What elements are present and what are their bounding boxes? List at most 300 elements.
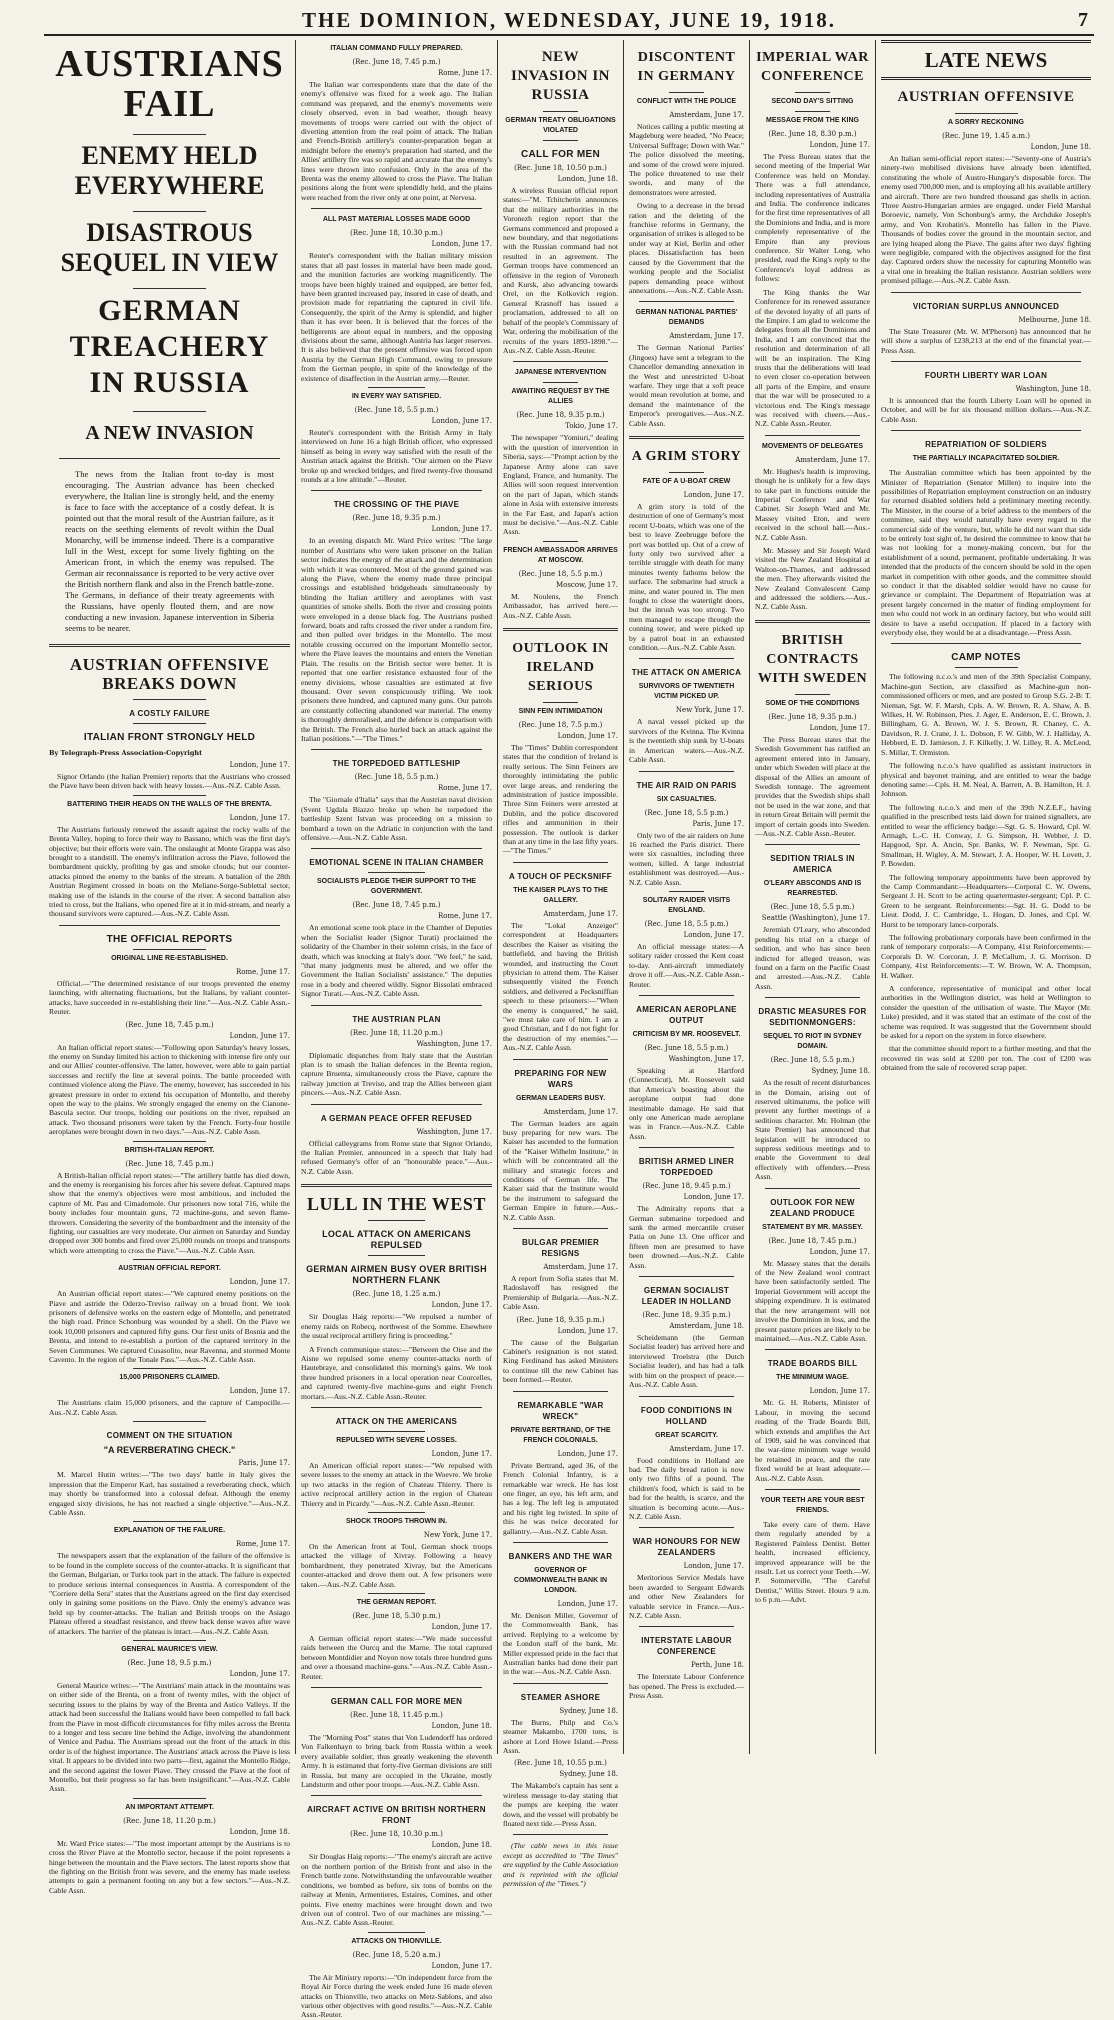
divider xyxy=(765,1349,860,1350)
headline-grim-story: A GRIM STORY xyxy=(631,448,742,464)
masthead xyxy=(44,8,1094,36)
subhead-ambassador: FRENCH AMBASSADOR ARRIVES AT MOSCOW. xyxy=(503,546,618,564)
headline-late-news: LATE NEWS xyxy=(881,40,1091,80)
subhead-official-reports: THE OFFICIAL REPORTS xyxy=(106,933,233,945)
divider xyxy=(955,667,1018,668)
dateline: London, June 18. xyxy=(1030,143,1091,151)
subhead-victorian-surplus: VICTORIAN SURPLUS ANNOUNCED xyxy=(912,301,1060,311)
divider xyxy=(795,92,830,93)
received-time: (Rec. June 18, 5.5 p.m.) xyxy=(354,405,439,414)
subhead-attempt: AN IMPORTANT ATTEMPT. xyxy=(125,1803,214,1811)
dateline: Washington, June 17. xyxy=(416,1127,492,1136)
subhead-scarcity: GREAT SCARCITY. xyxy=(655,1431,718,1439)
divider xyxy=(133,795,205,796)
received-time: (Rec. June 18, 7.45 p.m.) xyxy=(352,901,441,910)
received-time: (Rec. June 18, 11.20 p.m.) xyxy=(123,1816,216,1825)
divider xyxy=(513,1391,608,1392)
dateline: London, June 17. xyxy=(809,723,870,732)
received-time: (Rec. June 18, 7.45 p.m.) xyxy=(352,58,441,66)
received-time: (Rec. June 18, 9.35 p.m.) xyxy=(516,411,605,420)
article-text: The King thanks the War Conference for its renewed assurance of the devoted loyalty of all parts of the Empire. I am glad to welcome the delegates from all the Dominions and India, and I am convinced that the resolution and determination of all will be an inspiration. The King trusts that the deliberations will lead to even closer co-operation between all parts of the Empire, and ensure that the war will be prosecuted to a victorious end. The King's message was received with cheers.—Aus.-N.Z. Cable Assn.-Reuter. xyxy=(755,287,870,429)
subhead-camp-notes: CAMP NOTES xyxy=(951,652,1021,664)
article-text: An Austrian official report states:—"We captured enemy positions on the Piave and astride the Oderzo-Treviso railway on a broad front. We took prisoners of defensive works on the eastern edge of Montello, and penetrated the high road. Prince Schonburg was wounded by a shell. On the Piave we took 10,000 prisoners and captured fifty guns. Our first units of Bosnia and the Brenta, and intend to re-establish a portion of the captured territory in the Seven Communes. We captured Cusasolito, near Ravenna, and stormed Monte Cavento. In the region of the Tonale Pass."—Aus.-N.Z. Cable Assn. xyxy=(49,1289,290,1365)
byline: By Telegraph-Press Association-Copyright xyxy=(49,749,203,757)
article-text: An Italian semi-official report states:—"Seventy-one of Austria's ninety-two mobilised divisions have already been identified, constituting the whole of Austro-Hungary's disposable force. The enemy used 700,000 men, and is employing all his available artillery and aircraft. There are two hundred thousand gas shells in action. Three Austro-Hungarian armies are engaged. under Field Marshal Boroevic, namely, Von Schonburg's army, the Archduke Joseph's army, and Von Krobatin's. Montello has fallen in the Piave. Thousands of bodies cover the ground in the mountain sector, and are lying heaped along the Piave. The gains after two days' fighting were negligible, compared with the objectives assigned for the first day. Captured orders show the necessity for capturing Montello was a vital one in breaking the Italian resistance. Austrian soldiers were promised pillage.—Aus.-N.Z. Cable Assn. xyxy=(881,154,1091,286)
divider xyxy=(639,995,734,996)
received-time: (Rec. June 18, 9.5 p.m.) xyxy=(127,1658,212,1667)
article-text: The cause of the Bulgarian Cabinet's resignation is not stated. King Ferdinand has asked Ministers to continue till the new Cabinet has been formed.—Reuter. xyxy=(503,1337,618,1385)
divider xyxy=(133,723,205,724)
received-time: (Rec. June 18, 1.25 a.m.) xyxy=(352,1290,441,1299)
dateline: Amsterdam, June 17. xyxy=(795,455,870,464)
masthead-title: THE DOMINION, WEDNESDAY, JUNE 19, 1918. xyxy=(301,8,837,32)
subhead-repatriation: REPATRIATION OF SOLDIERS xyxy=(925,440,1047,450)
dateline: London, June 17. xyxy=(431,525,492,534)
divider xyxy=(955,113,1018,114)
divider xyxy=(133,1640,205,1641)
subhead-call-for-men: CALL FOR MEN xyxy=(521,149,600,160)
subhead-shock-troops: SHOCK TROOPS THROWN IN. xyxy=(345,1517,448,1525)
dateline: Rome, June 17. xyxy=(235,967,290,976)
subhead-original-line: ORIGINAL LINE RE-ESTABLISHED. xyxy=(111,954,228,962)
article-text: The German National Parties' (Jingoes) have sent a telegram to the Chancellor demanding annexation in the West and unrestricted U-boat warfare. They urge that a soft peace would mean revolution at home, and demand the maintenance of the Emperor's prerogatives.—Aus.-N.Z. Cable Assn. xyxy=(629,343,744,428)
received-time: (Rec. June 18, 11.20 p.m.) xyxy=(350,1028,443,1037)
subhead-satisfied: IN EVERY WAY SATISFIED. xyxy=(351,392,442,400)
divider xyxy=(513,1542,608,1543)
dateline: Rome, June 17. xyxy=(437,784,492,793)
article-text: Mr. G. H. Roberts, Minister of Labour, in moving the second reading of the Trade Boards Bill, which extends and amplifies the Act of 1909, said he was convinced that the war-time minimum wage would be retained in peace, and the rate fixed would be at least adequate.—Aus.-N.Z. Cable Assn. xyxy=(755,1398,870,1483)
subhead-bankers: BANKERS AND THE WAR xyxy=(508,1551,613,1561)
article-text: A conference, representative of municipal and other local authorities in the Wellington district, was held at Wellington to consider the question of the utilisation of waste. The Mayor (Mr. Luke) presided, and it was stated that an estimate of the cost of the scheme was required. It was suggested that the Government should be asked for a report on the system in force elsewhere. xyxy=(881,984,1091,1041)
divider xyxy=(311,208,482,209)
subhead-roosevelt: CRITICISM BY MR. ROOSEVELT. xyxy=(632,1030,741,1038)
subhead-war-honours: WAR HONOURS FOR NEW ZEALANDERS xyxy=(632,1537,741,1558)
article-text: The Press Bureau states that the Swedish Government has ratified an agreement entered into in January, under which Sweden will place at the disposal of the Allies an amount of Swedish tonnage. The agreement provides that the Swedish ships shall not be used in the war zone, and that in return Great Britain will permit the import of certain goods into Sweden.—Aus.-N.Z. Cable Assn.-Reuter. xyxy=(755,734,870,838)
received-time: (Rec. June 18, 5.5 p.m.) xyxy=(770,1056,855,1065)
received-time: (Rec. June 18, 5.5 p.m.) xyxy=(644,1043,729,1052)
received-time: (Rec. June 18, 5.5 p.m.) xyxy=(770,903,855,912)
divider xyxy=(368,1220,425,1221)
subhead-local-attack: LOCAL ATTACK ON AMERICANS REPULSED xyxy=(322,1229,471,1251)
subhead-maurice: GENERAL MAURICE'S VIEW. xyxy=(121,1645,218,1653)
subhead-awaiting: AWAITING REQUEST BY THE ALLIES xyxy=(511,388,610,406)
divider xyxy=(311,1795,482,1796)
article-text: Official.—"The determined resistance of our troops prevented the enemy launching, with alternating fluctuations, but the Italians, by valiant counter-attacks, have succeeded in re-establishing their line."—Aus.-N.Z. Cable Assn.-Reuter. xyxy=(49,978,290,1017)
subhead-prisoners: 15,000 PRISONERS CLAIMED. xyxy=(119,1374,220,1382)
divider xyxy=(639,301,734,302)
received-time: (Rec. June 18, 10.50 p.m.) xyxy=(514,164,607,172)
subhead-governor: GOVERNOR OF COMMONWEALTH BANK IN LONDON. xyxy=(513,1566,608,1594)
divider xyxy=(669,891,704,892)
received-time: (Rec. June 18, 10.55 p.m.) xyxy=(514,1759,607,1768)
subhead-sequel-riot: SEQUEL TO RIOT IN SYDNEY DOMAIN. xyxy=(763,1033,862,1051)
divider xyxy=(311,848,482,849)
subhead-costly-failure: A COSTLY FAILURE xyxy=(129,709,210,718)
subhead-massey: STATEMENT BY MR. MASSEY. xyxy=(762,1223,863,1231)
dateline: New York, June 17. xyxy=(423,1530,492,1539)
subhead-conflict: CONFLICT WITH THE POLICE xyxy=(636,98,737,105)
subhead-conditions: SOME OF THE CONDITIONS xyxy=(765,699,860,707)
headline-new-invasion: A NEW INVASION xyxy=(85,422,254,444)
article-text: Only two of the air raiders on June 16 reached the Paris district. There were six casualties, including three women, killed. A large industrial establishment was destroyed.—Aus.-N.Z. Cable Assn. xyxy=(629,830,744,887)
subhead-trade-boards: TRADE BOARDS BILL xyxy=(767,1359,858,1369)
cable-note: (The cable news in this issue except as accredited to "The Times" are supplied by the Cable Association and is reprinted with the official permission of the "Times.") xyxy=(503,1841,618,1889)
divider xyxy=(765,844,860,845)
received-time: (Rec. June 18, 7.45 p.m.) xyxy=(125,1159,214,1168)
subhead-austrian-offensive: AUSTRIAN OFFENSIVE xyxy=(897,89,1075,105)
subhead-air-raid: THE AIR RAID ON PARIS xyxy=(636,780,737,790)
subhead-minimum-wage: THE MINIMUM WAGE. xyxy=(776,1374,849,1382)
received-time: (Rec. June 18, 7.45 p.m.) xyxy=(768,1236,857,1245)
subhead-german-report: THE GERMAN REPORT. xyxy=(356,1599,437,1606)
subhead-preparing: PREPARING FOR NEW WARS xyxy=(514,1068,607,1089)
article-text: Official calleygrams from Rome state that Signor Orlando, the Italian Premier, announced in a speech that Italy had refused Germany's offer of an "honourable peace."—Aus.-N.Z. Cable Assn. xyxy=(301,1138,492,1176)
dateline: London, June 17. xyxy=(557,1449,618,1458)
double-rule xyxy=(49,644,290,647)
divider xyxy=(311,1005,482,1006)
subhead-peace-offer: A GERMAN PEACE OFFER REFUSED xyxy=(320,1113,473,1123)
received-time: (Rec. June 18, 5.30 p.m.) xyxy=(352,1612,441,1620)
dateline: London, June 17. xyxy=(809,1387,870,1396)
subhead-kaiser: THE KAISER PLAYS TO THE GALLERY. xyxy=(513,886,608,904)
dateline: Washington, June 18. xyxy=(1015,384,1091,393)
subhead-drastic: DRASTIC MEASURES FOR SEDITIONMONGERS: xyxy=(758,1007,867,1028)
headline-contracts-sweden: BRITISH CONTRACTS WITH SWEDEN xyxy=(757,632,868,686)
received-time: (Rec. June 18, 11.45 p.m.) xyxy=(350,1711,443,1720)
subhead-torpedoed: THE TORPEDOED BATTLESHIP xyxy=(332,759,461,769)
divider xyxy=(639,1626,734,1627)
article-text: A British-Italian official report states:—"The artillery battle has died down, and the enemy is reorganising his forces after his severe defeat. Captured maps show that the enemy's objectives were most ambitious, and included the capture of Mt. Pau and Cimadomole. Our prisoners now total 716, while the booty includes four mountain guns, 72 machine-guns, and seven flame-throwers. Considering the severity of the bombardment and the intensity of the fighting, our casualties are very moderate. Our airmen on Saturday and Sunday dropped over 300 bombs and fired over 25,000 rounds on troops and transports which were attempting to cross the Piave."—Aus.-N.Z. Cable Assn. xyxy=(49,1170,290,1255)
article-text: Scheidemann (the German Socialist leader) has arrived here and interviewed Troelstra (the Dutch Socialist leader), and has had a talk with him on the prospect of peace.—Aus.-N.Z. Cable Assn. xyxy=(629,1333,744,1390)
article-text: The following temporary appointments have been approved by the Camp Commandant:—Headquarters—Corporal C. W. Owens, Sergeant J. H. Scott to be acting quartermaster-sergeant; Cpl. P. C. Green to be sergeant. Reinforcements:—Sgt. H. G. Dodd to be Lieut. Dodd, J. C. Cambridge, L. Hogan, D. Jones, and Cpl. W. Hurst to be temporary lance-corporals. xyxy=(881,872,1091,929)
divider xyxy=(639,1147,734,1148)
dateline: Rome, June 17. xyxy=(437,69,492,77)
divider xyxy=(543,140,578,141)
article-text: Notices calling a public meeting at Magdeburg were headed, "No Peace; Universal Suffrage; Down with War." The police dissolved the meeting, and some of the crowd were injured. The police threatened to use their swords, and many of the demonstrators were arrested. xyxy=(629,122,744,197)
subhead-reverberating: "A REVERBERATING CHECK." xyxy=(103,1445,236,1456)
article-text: The Admiralty reports that a German submarine torpedoed and sank the armed mercantile cruiser Patia on June 13. One officer and fifteen men are presumed to have been drowned.—Aus.-N.Z. Cable Assn. xyxy=(629,1204,744,1270)
received-time: (Rec. June 18, 5.5 p.m.) xyxy=(518,569,603,578)
divider xyxy=(133,288,205,289)
dateline: London, June 17. xyxy=(683,490,744,499)
divider xyxy=(368,1512,425,1513)
divider xyxy=(765,997,860,998)
divider xyxy=(368,1932,425,1933)
dateline: Paris, June 17. xyxy=(692,819,744,828)
article-text: Jeremiah O'Leary, who absconded pending his trial on a charge of sedition, and who has since been indicted for alleged treason, was found on a farm on the Pacific Coast and arrested.—Aus.-N.Z. Cable Assn. xyxy=(755,925,870,991)
divider xyxy=(59,925,280,926)
divider xyxy=(891,430,1081,431)
divider xyxy=(765,1489,860,1490)
divider xyxy=(513,1683,608,1684)
received-time: (Rec. June 18, 9.35 p.m.) xyxy=(352,514,441,523)
subhead-message-king: MESSAGE FROM THE KING xyxy=(766,117,859,124)
dateline: London, June 18. xyxy=(229,1827,290,1836)
divider xyxy=(133,411,205,412)
divider xyxy=(639,771,734,772)
article-text: Private Bertrand, aged 36, of the French Colonial Infantry, is a remarkable war wreck. He has lost one finger, an eye, his left arm, and has a leg. The left leg is amputated and his right leg twisted. In spite of this he was twice decorated for gallantry.—Aus.-N.Z. Cable Assn. xyxy=(503,1460,618,1536)
article-text: The State Treasurer (Mr. W. M'Pherson) has announced that he will show a surplus of £238,213 at the end of the financial year.—Press Assn. xyxy=(881,326,1091,355)
dateline: Tokio, June 17. xyxy=(565,422,618,431)
dateline: London, June 17. xyxy=(809,141,870,149)
dateline: London, June 17. xyxy=(229,761,290,769)
dateline: London, June 17. xyxy=(431,1623,492,1631)
article-text: An emotional scene took place in the Chamber of Deputies when the Socialist leader (Signor Turati) proclaimed the solidarity of the Chamber in their solemn crisis, in the face of death, which was knocking at Italy's door. "We feel," he said, "that many judgments must be altered, and we offer the Government the Italian Socialists' assistance." The deputies rose in a body and cheered wildly. Signor Bissolati embraced Signor Turati.—Aus.-N.Z. Cable Assn. xyxy=(301,923,492,999)
advert-heading: YOUR TEETH ARE YOUR BEST FRIENDS. xyxy=(760,1496,865,1514)
dateline: London, June 17. xyxy=(431,240,492,249)
subhead-interstate: INTERSTATE LABOUR CONFERENCE xyxy=(641,1636,732,1657)
column-5 xyxy=(750,40,876,1754)
subhead-emotional-scene: EMOTIONAL SCENE IN ITALIAN CHAMBER xyxy=(309,858,484,868)
dateline: Rome, June 17. xyxy=(235,1540,290,1549)
intro-summary: The news from the Italian front to-day is most encouraging. The Austrian advance has been checked everywhere, the Italian line is strongly held, and the enemy is face to face with the acceptance of a costly defeat. It is pointed out that the moral result of the Austrian failure, as it reacts on the seething elements of revolt within the Dual Monarchy, will be immense indeed. There is a comparative lull in the West, except for some lively fighting on the American front, in which the enemy was repulsed. The German air reconnaissance is reported to be very active over the British northern flank and also in the French battle-zone. The Germans, in defiance of their treaty agreements with the Russians, have openly flouted them, and are now conducting a new invasion. Japanese intervention in Siberia seems to be nearer. xyxy=(65,469,274,633)
subhead-oleary: O'LEARY ABSCONDS AND IS REARRESTED. xyxy=(763,880,862,898)
subhead-call-more-men: GERMAN CALL FOR MORE MEN xyxy=(330,1697,463,1707)
article-text: The Austrians claim 15,000 prisoners, and the capture of Campocille.—Aus.-N.Z. Cable Assn. xyxy=(49,1398,290,1417)
dateline: Amsterdam, June 18. xyxy=(669,1322,744,1331)
double-rule xyxy=(301,1184,492,1187)
article-text: A report from Sofia states that M. Radoslavoff has resigned the Premiership of Bulgaria.—Aus.-N.Z. Cable Assn. xyxy=(503,1274,618,1312)
divider xyxy=(133,1521,205,1522)
divider xyxy=(133,1141,205,1142)
divider xyxy=(368,872,425,873)
dateline: Amsterdam, June 17. xyxy=(543,1263,618,1272)
article-text: Food conditions in Holland are bad. The daily bread ration is now only two fifths of a pound. The children's food, which is said to be bad for the health, is scarce, and the situation is becoming acute.—Aus.-N.Z. Cable Assn. xyxy=(629,1455,744,1521)
subhead-movements: MOVEMENTS OF DELEGATES xyxy=(762,442,863,450)
subhead-italian-command: ITALIAN COMMAND FULLY PREPARED. xyxy=(330,45,463,52)
subhead-material-losses: ALL PAST MATERIAL LOSSES MADE GOOD xyxy=(322,216,471,224)
dateline: London, June 17. xyxy=(683,930,744,939)
divider xyxy=(133,1368,205,1369)
subhead-nz-produce: OUTLOOK FOR NEW ZEALAND PRODUCE xyxy=(770,1197,855,1218)
subhead-crossing-piave: THE CROSSING OF THE PIAVE xyxy=(333,500,460,510)
divider xyxy=(133,949,205,950)
subhead-british-italian: BRITISH-ITALIAN REPORT. xyxy=(124,1146,215,1154)
subhead-second-day: SECOND DAY'S SITTING xyxy=(771,98,854,105)
subhead-food-holland: FOOD CONDITIONS IN HOLLAND xyxy=(640,1405,733,1426)
article-text: The following n.c.o.'s and men of the 39th Specialist Company, Machine-gun Section, are classified as Machine-gun non-commissioned officers or men, and are posted to Group S.G. 2-B: T. Nieman, Sgt. W. F. Marsh, Cpls. A. W. Brown, R. A. Shaw, A. B. Wilkes, H. W. Robinson, Ptes. J. Ager, E. Anderson, E. C. Brown, J. Billingham, G. A. Brown, W. J. S. Brown, R. Chaney, C. A. Davidson, R. J. Crane, J. L. Dobson, F. W. Gibb, W. J. Halliday, A. Hebberd, E. D. Jamieson, J. F. Kilkelly, J. W. Lilley, R. A. McLeod, S. Millar, T. Ormiston. xyxy=(881,672,1091,757)
article-text: The "Lokal Anzeiger" correspondent at Headquarters describes the Kaiser as visiting the battlefield, and having the British wounded, and instructing the Court physician to attend them. The Kaiser subsequently visited the French soldiers, and delivered a Pecksniffian speech to these prisoners:—"When the enemy is conquered," he said, "we must take care of him. I am a good Christian, and I do not fight for the destruction of my enemies."—Aus.-N.Z. Cable Assn. xyxy=(503,920,618,1053)
divider xyxy=(891,292,1081,293)
dateline: London, June 17. xyxy=(683,1193,744,1202)
headline-ireland: OUTLOOK IN IRELAND SERIOUS xyxy=(512,641,609,694)
received-time: (Rec. June 18, 5.20 a.m.) xyxy=(352,1950,441,1959)
divider xyxy=(133,211,205,212)
article-text: A grim story is told of the destruction of one of Germany's most recent U-boats, which was one of the best to leave Zeebrugge before the port was bottled up. Out of a crew of forty only two survived after a terrible struggle with death for many minutes twenty fathoms below the surface. The submarine had struck a mine, and water poured in. The men fought to close the watertight doors, but the inrush was too strong. Two men managed to escape through the conning tower, and were picked up by a patrol boat in an exhausted condition.—Aus.-N.Z. Cable Assn. xyxy=(629,501,744,653)
article-text: The following n.c.o.'s and men of the 39th N.Z.E.F., having qualified in the prescribed tests laid down for trained signallers, are entitled to wear the efficiency badge:—Sgt. G. S. Howard, Cpl. W. Armagh, L.-C. H. Conway, J. G. Simpson, H. Webber, J. D. Hapgood, Spr. A. Ancin, Spr. Banks, W. F. Newman, Spr. G. Smallman, H. Wigley, A. M. Stewart, J. A. Hooper, W. H. Lovett, J. P. Bowden. xyxy=(881,802,1091,869)
dateline: Seattle (Washington), June 17. xyxy=(761,914,870,923)
article-text: M. Noulens, the French Ambassador, has arrived here.—Aus.-N.Z. Cable Assn. xyxy=(503,591,618,620)
divider xyxy=(513,1228,608,1229)
dateline: Moscow, June 17. xyxy=(555,580,618,589)
article-text: An official message states:—A solitary raider crossed the Kent coast to-day. Anti-aircraft immediately drove it off.—Aus.-N.Z. Cable Assn.-Reuter. xyxy=(629,941,744,989)
headline-new-invasion-russia: NEW INVASION IN RUSSIA xyxy=(510,49,610,103)
article-text: The following probationary corporals have been confirmed in the rank of temporary corporals:—A Company, 41st Reinforcements:—Corporals D. W. Corcoran, J. P. McCallum, J. G. Morrison. D Company, 41st Reinforcements:—T. W. Brown, W. A. Thompson, H. Walker. xyxy=(881,933,1091,980)
article-text: The following n.c.o.'s have qualified as assistant instructors in physical and bayonet training, and are entitled to wear the badge denoting same:—Cpls. H. M. Neal, A. Barrett, A. B. Hamilton, H. J. Johnson. xyxy=(881,761,1091,799)
subhead-austrian-plan: THE AUSTRIAN PLAN xyxy=(352,1014,441,1024)
subhead-sedition: SEDITION TRIALS IN AMERICA xyxy=(770,854,855,875)
dateline: London, June 17. xyxy=(557,1326,618,1335)
article-text: The Air Ministry reports:—"On independent force from the Royal Air Force during the week ended June 16 made eleven attacks on Thionville, two attacks on Metz-Sablons, and also various other objectives with good results."—Aus.-N.Z. Cable Assn.-Reuter. xyxy=(301,1972,492,2020)
divider xyxy=(368,1431,425,1432)
dateline: London, June 18. xyxy=(431,1841,492,1850)
subhead-armed-liner: BRITISH ARMED LINER TORPEDOED xyxy=(638,1157,735,1178)
received-time: (Rec. June 18, 5.5 p.m.) xyxy=(644,808,729,817)
divider xyxy=(311,1687,482,1688)
received-time: (Rec. June 18, 9.45 p.m.) xyxy=(642,1182,731,1191)
subhead-solitary-raider: SOLITARY RAIDER VISITS ENGLAND. xyxy=(642,896,731,914)
dateline: London, June 17. xyxy=(431,1961,492,1970)
received-time: (Rec. June 18, 10.30 p.m.) xyxy=(350,1830,443,1839)
dateline: Washington, June 17. xyxy=(416,1039,492,1048)
dateline: Amsterdam, June 17. xyxy=(669,111,744,119)
article-text: The Makambo's captain has sent a wireless message to-day stating that the pumps are keeping the water down, and the vessel will probably be floated next tide.—Press Assn. xyxy=(503,1781,618,1829)
subhead-leaders: GERMAN LEADERS BUSY. xyxy=(515,1094,606,1102)
divider xyxy=(133,1798,205,1799)
headline-discontent: DISCONTENT IN GERMANY xyxy=(637,50,736,84)
divider xyxy=(543,382,578,383)
subhead-u-boat: FATE OF A U-BOAT CREW xyxy=(642,477,731,485)
divider xyxy=(639,658,734,659)
divider xyxy=(133,1421,205,1422)
received-time: (Rec. June 18, 9.35 p.m.) xyxy=(516,1315,605,1324)
subhead-explanation: EXPLANATION OF THE FAILURE. xyxy=(113,1527,226,1535)
divider xyxy=(765,435,860,436)
dateline: Sydney, June 18. xyxy=(811,1067,870,1076)
received-time: (Rec. June 18, 10.30 p.m.) xyxy=(350,229,443,238)
divider xyxy=(59,458,280,459)
subhead-steamer: STEAMER ASHORE xyxy=(520,1692,601,1702)
subhead-japanese: JAPANESE INTERVENTION xyxy=(514,369,607,377)
subhead-sorry-reckoning: A SORRY RECKONING xyxy=(948,119,1024,126)
article-text: A naval vessel picked up the survivors of the Kvinna. The Kvinna is the twentieth ship sunk by U-boats in American waters.—Aus.-N.Z. Cable Assn. xyxy=(629,717,744,765)
headline-disastrous-sequel: DISASTROUS SEQUEL IN VIEW xyxy=(60,218,279,277)
subhead-aircraft-active: AIRCRAFT ACTIVE ON BRITISH NORTHERN FRONT xyxy=(307,1805,486,1826)
article-text: The newspapers assert that the explanation of the failure of the offensive is to be found in the complete success of the counter-attacks. It is significant that the German, Bulgarian, or Turks took part in the attack. The failure is expected to produce serious internal consequences in Austria. A correspondent of the "Corriere della Sera" states that the Austrians agreed on the first day exercised only in gaining some positions on the Piave. Only the enemy's advance was held up by counter-attacks. The Italian and British troops on the Asiago Plateau offered a steadfast resistance, and threw back dense waves after wave of attackers. The barrier of the plateau is intact.—Aus.-N.Z. Cable Assn. xyxy=(49,1551,290,1636)
divider xyxy=(133,134,205,135)
article-text: As the result of recent disturbances in the Domain, arising out of reserved ultimatums, the police will prevent any further meetings of a seditious character. Mr. Holman (the State Premier) has announced that legislation will be introduced to suppress seditious meetings and to enable the Government to deal effectively with offenders.—Press Assn. xyxy=(755,1078,870,1182)
column-1 xyxy=(44,40,296,1895)
article-text: On the American front at Toul, German shock troops attacked the village of Xivray. Following a heavy bombardment, they penetrated Xivray, but the Americans counter-attacked and drove them out. A few prisoners were taken.—Aus.-N.Z. Cable Assn. xyxy=(301,1541,492,1589)
subhead-socialist-leader: GERMAN SOCIALIST LEADER IN HOLLAND xyxy=(641,1286,732,1307)
divider xyxy=(639,1527,734,1528)
article-text: General Maurice writes:—"The Austrians' main attack in the mountains was on either side of the Brenta, on a front of twenty miles, with the object of securing issues to the plains by way of the Brenta and Astico Valleys. If the attack had been successful the Italians would have been compelled to fall back from the Piave in most difficult circumstances for fifty miles across the Brenta to a longer and less secure line behind the Adige, involving the abandonment of Venice and Padua. The Austrians spread out the front of the attack in this order is of the highest importance. The Austrians' attack across the Piave is less vital. It appears to be divided into two parts—first, against the Montello Ridge, and the second against the lower Piave. They crossed the Piave at the foot of Montello, but their progress so far has been insignificant."—Aus.-N.Z. Cable Assn. xyxy=(49,1680,290,1794)
received-time: (Rec. June 18, 8.30 p.m.) xyxy=(768,130,857,138)
double-rule xyxy=(503,628,618,631)
divider xyxy=(765,1188,860,1189)
subhead-pecksniff: A TOUCH OF PECKSNIFF xyxy=(509,871,612,881)
divider xyxy=(669,92,704,93)
article-text: The Austrians furiously renewed the assault against the rocky walls of the Brenta Valley, hoping to force their way to Bassano, which was the first day's objective; but their efforts were vain. The onslaught at Monte Grappa was also brought to a standstill. The enemy's infiltration across the Piave, followed the bombardment quickly, profiting by gas and smoke clouds; but our counter-attacks pinned the enemy to the banks of the stream. A battalion of the 28th Austrian Regiment crossed in boats on the Meliane-Sorge-Sublettal sector, making use of the islands in the course of the river. A second battalion also tried to cross, but the Italians, who opened fire at it in mid-stream, and nearly a thousand survivors were captured.—Aus.-N.Z. Cable Assn. xyxy=(49,824,290,919)
dateline: Amsterdam, June 17. xyxy=(543,909,618,918)
headline-german-treachery: GERMAN TREACHERY IN RUSSIA xyxy=(69,294,270,399)
article-text: An Italian official report states:—"Following upon Saturday's heavy losses, the enemy on Sunday limited his action to thickening with intense fire only our and our Allies' counter-offensive. The latter, however, were able to gain partial successes and rectify the line at several points. The battle proceeded with continued violence along the Piave. The enemy, however, has succeeded in his greatest pressure in order to extend his occupation of Montello, and thereby open the way to the plains. We strongly engaged the enemy on the Cianone-Bascula sector. Our troops, holding our positions on the river, repulsed an attack. Two thousand prisoners were taken by the French. Forty-four hostile aeroplanes were brought down in two days."—Aus.-N.Z. Cable Assn. xyxy=(49,1042,290,1137)
dateline: London, June 17. xyxy=(229,1031,290,1040)
subhead-national-parties: GERMAN NATIONAL PARTIES' DEMANDS xyxy=(635,309,738,327)
dateline: London, June 17. xyxy=(431,1301,492,1310)
article-text: A French communique states:—"Between the Oise and the Aisne we repulsed some enemy counter-attacks north of Hautebraye, and consolidated this morning's gains. We took three hundred prisoners in a local operation near Courcelles, and captured twenty-five machine-guns and eight French mortars.—Aus.-N.Z. Cable Assn.-Reuter. xyxy=(301,1344,492,1401)
dateline: Melbourne, June 18. xyxy=(1018,315,1091,324)
divider xyxy=(543,111,578,112)
divider xyxy=(543,702,578,703)
dateline: London, June 17. xyxy=(557,1599,618,1608)
subhead-attack-america: THE ATTACK ON AMERICA xyxy=(631,668,742,678)
headline-austrians-fail: AUSTRIANS FAIL xyxy=(55,43,284,125)
divider xyxy=(795,694,830,695)
subhead-liberty-loan: FOURTH LIBERTY WAR LOAN xyxy=(924,370,1048,380)
advert-text: Take every care of them. Have them regularly attended by a Registered Painless Dentist. Better health, increased efficiency, improved appearance will be the result. Let us correct your Teeth.—W. P. Sommerville, "The Careful Dentist," Willis Street. Hours 9 a.m. to 6 p.m.—Advt. xyxy=(755,1519,870,1605)
subhead-six-casualties: SIX CASUALTIES. xyxy=(656,795,717,803)
subhead-thionville: ATTACKS ON THIONVILLE. xyxy=(351,1937,442,1945)
article-text: Speaking at Hartford (Connecticut), Mr. Roosevelt said that America's boasting about the aeroplane output had done inestimable damage. He said that only one American made aeroplane was in France.—Aus.-N.Z. Cable Assn. xyxy=(629,1065,744,1141)
received-time: (Rec. June 18, 7.45 p.m.) xyxy=(125,1020,214,1029)
dateline: Perth, June 18. xyxy=(691,1661,744,1670)
subhead-sinn-fein: SINN FEIN INTIMIDATION xyxy=(518,708,603,715)
headline-imperial-conference: IMPERIAL WAR CONFERENCE xyxy=(756,50,869,84)
section-head-offensive: AUSTRIAN OFFENSIVE BREAKS DOWN xyxy=(69,655,270,693)
subhead-attack-americans: ATTACK ON THE AMERICANS xyxy=(335,1416,458,1426)
dateline: Sydney, June 18. xyxy=(559,1770,618,1779)
divider xyxy=(891,643,1081,644)
dateline: Paris, June 17. xyxy=(238,1459,290,1468)
dateline: Sydney, June 18. xyxy=(559,1706,618,1715)
received-time: (Rec. June 18, 5.5 p.m.) xyxy=(354,773,439,782)
subhead-incapacitated: THE PARTIALLY INCAPACITATED SOLDIER. xyxy=(912,455,1060,463)
headline-lull-west: LULL IN THE WEST xyxy=(307,1194,486,1215)
dateline: London, June 17. xyxy=(809,1247,870,1256)
page-number: 7 xyxy=(1078,9,1088,31)
subhead-socialists: SOCIALISTS PLEDGE THEIR SUPPORT TO THE GOVERNMENT. xyxy=(317,878,476,896)
dateline: Amsterdam, June 17. xyxy=(669,1444,744,1453)
article-text: Reuter's correspondent with the Italian military mission states that all past losses in material have been made good, and the munition factories are working magnificently. The troops have been highly trained and equipped, are better fed, have been granted increased pay, insured in case of death, and provision made for repatriating the captured in civil life. Consequently, the spirit of the Army is splendid, and higher than it has ever been. It is believed that the forces of the belligerents are about equal in numbers, and the opposing divisions about the same, although Austria has larger reserves. It is also believed that the present offensive was forced upon Austria by the German High Command, owing to pressure from the German people, in spite of the knowledge of the existence of disaffection in the Austrian army.—Reuter. xyxy=(301,251,492,383)
subhead-war-wreck: REMARKABLE "WAR WRECK" xyxy=(517,1400,604,1421)
divider xyxy=(311,1407,482,1408)
dateline: Rome, June 17. xyxy=(437,912,492,921)
subhead-private-bertrand: PRIVATE BERTRAND, OF THE FRENCH COLONIALS. xyxy=(510,1426,611,1444)
subhead-german-airmen: GERMAN AIRMEN BUSY OVER BRITISH NORTHERN FLANK xyxy=(306,1264,487,1286)
dateline: Amsterdam, June 17. xyxy=(669,332,744,341)
article-text: In an evening dispatch Mr. Ward Price writes: "The large number of Austrians who were taken prisoner on the Italian sector indicates the energy of the attack and the determination with which it was countered. Most of the ground gained was along the Piave, where the enemy made three principal crossings and established bridgeheads simultaneously by blinding the Italian artillery and aeroplanes with vast quantities of smoke shells. Both the river and crossing points were enveloped in a dense black fog. The Austrians pushed forward, boats and rafts crossed the river under a random fire, and then pulled over bridges in the Montello. The most notable crossing occurred on the important Montello sector, where the Piave leaves the mountains and enters the Venetian Plain. The results on the British sector were better. It is reported that one earlier resistance exhausted four of the enemy divisions, whose casualties are estimated at five thousand. Over seven conspicuously trifling. We took prisoners three hundred, and captured many guns. Our patrols are constantly collecting abandoned war material. The enemy is thoroughly demoralised, and the defence is comparison with the British. The French also hurled back an attack against the Italian positions."—"The Times." xyxy=(301,536,492,743)
article-text: Mr. Massey states that the details of the New Zealand wool contract have been satisfactorily settled. The Imperial Government will accept the shipping expenditure. It is estimated that the new arrangement will not involve the Dominion in loss, and the present pasture prices are likely to be maintained.—Aus.-N.Z. Cable Assn. xyxy=(755,1258,870,1343)
divider xyxy=(133,699,205,700)
dateline: London, June 17. xyxy=(229,1387,290,1396)
article-text: The "Morning Post" states that Von Ludendorff has ordered Von Falkenhayn to bring back from Russia within a week every available soldier, thus greatly weakening the eleventh Army. It is estimated that forty-five German divisions are still in Russia, but many are occupied in the Ukraine, mostly Landsturm and other poor troops.—Aus.-N.Z. Cable Assn. xyxy=(301,1733,492,1790)
dateline: New York, June 17. xyxy=(675,706,744,715)
subhead-aeroplane-output: AMERICAN AEROPLANE OUTPUT xyxy=(636,1004,737,1025)
dateline: Washington, June 17. xyxy=(668,1054,744,1063)
article-text: The Burns, Philp and Co.'s steamer Makambo, 1700 tons, is ashore at Lord Howe Island.—Press Assn. xyxy=(503,1717,618,1755)
article-text: Mr. Denison Miller, Governor of the Commonwealth Bank, has arrived. Replying to a welcome by the London staff of the bank, Mr. Miller expressed pride in the fact that Australian banks had done their part in the war.—Aus.-N.Z. Cable Assn. xyxy=(503,1610,618,1677)
dateline: London, June 17. xyxy=(431,1449,492,1458)
divider xyxy=(513,1059,608,1060)
subhead-brenta: BATTERING THEIR HEADS ON THE WALLS OF THE BRENTA. xyxy=(67,800,272,808)
subhead-repulsed: REPULSED WITH SEVERE LOSSES. xyxy=(336,1436,457,1444)
divider xyxy=(368,1593,425,1594)
headline-enemy-held: ENEMY HELD EVERYWHERE xyxy=(74,141,265,200)
divider xyxy=(513,361,608,362)
received-time: (Rec. June 18, 9.35 p.m.) xyxy=(768,712,857,721)
divider xyxy=(513,1834,608,1835)
dateline: London, June 17. xyxy=(229,1278,290,1287)
divider xyxy=(368,1255,425,1256)
article-text: The Interstate Labour Conference has opened. The Press is excluded.—Press Assn. xyxy=(629,1672,744,1701)
article-text: The "Times" Dublin correspondent states that the condition of Ireland is really serious. The Sinn Feiners are thoroughly intimidating the public over large areas, and rendering the administration of justice impossible. Three Sinn Feiners were arrested at Dublin, and the police discovered rifles and ammunition in their possession. The outlook is darker than at any time in the last fifty years.—"The Times." xyxy=(503,743,618,856)
divider xyxy=(891,361,1081,362)
divider xyxy=(368,387,425,388)
article-text: Mr. Ward Price states:—"The most important attempt by the Austrians is to cross the River Piave at the Montello sector, because if the point represents a hinge between the mountain and the Piave sectors. The latest reports show that the fighting on the British front was severe, and the enemy has made useless attempts to gain a permanent footing on any but a few sectors."—Aus.-N.Z. Cable Assn. xyxy=(49,1838,290,1895)
dateline: London, June 17. xyxy=(431,416,492,425)
divider xyxy=(795,111,830,112)
